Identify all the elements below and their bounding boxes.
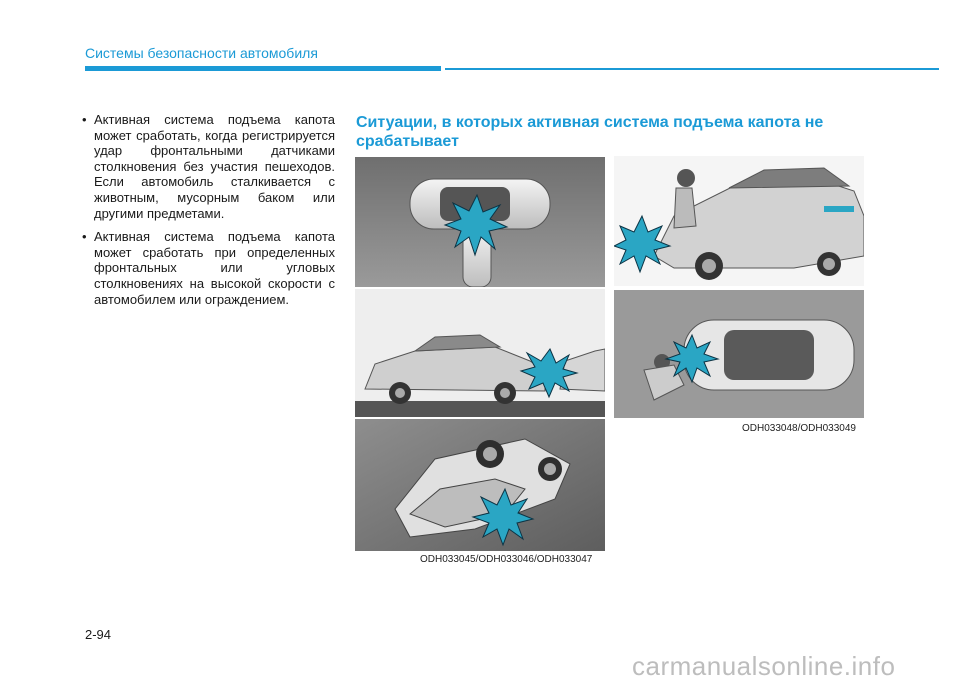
bullet-symbol: • <box>82 112 87 127</box>
caption-right-images: ODH033048/ODH033049 <box>742 423 856 434</box>
header-rule-thin <box>445 68 939 70</box>
header-rule-thick <box>85 66 441 71</box>
bullet-text: Активная система подъема капота может сработать, когда регистрируется удар фронтальными датчиками столкновения без участия пешеходов. Если автомобиль сталкивается с животным, мусорным баком или другими предметами. <box>94 112 335 221</box>
illustration-rollover <box>355 419 605 551</box>
watermark-text: carmanualsonline.info <box>632 651 896 681</box>
illustration-pedestrian-top <box>614 290 864 418</box>
section-heading: Ситуации, в которых активная система подъема капота не срабатывает <box>356 114 824 150</box>
illustration-pedestrian-front <box>614 156 864 286</box>
bullet-item <box>78 112 335 221</box>
bullet-text: Активная система подъема капота может сработать при определенных фронтальных или угловых столкновениях на высокой скорости с автомобилем или ограждением. <box>94 229 335 307</box>
caption-left-images: ODH033045/ODH033046/ODH033047 <box>420 554 593 565</box>
section-header-title: Системы безопасности автомобиля <box>85 45 318 61</box>
illustration-top-view-collision <box>355 157 605 287</box>
page-number: 2-94 <box>85 627 112 642</box>
bullet-item <box>78 229 335 307</box>
illustration-side-collision <box>355 289 605 417</box>
bullet-list <box>78 112 335 315</box>
bullet-symbol: • <box>82 229 87 245</box>
